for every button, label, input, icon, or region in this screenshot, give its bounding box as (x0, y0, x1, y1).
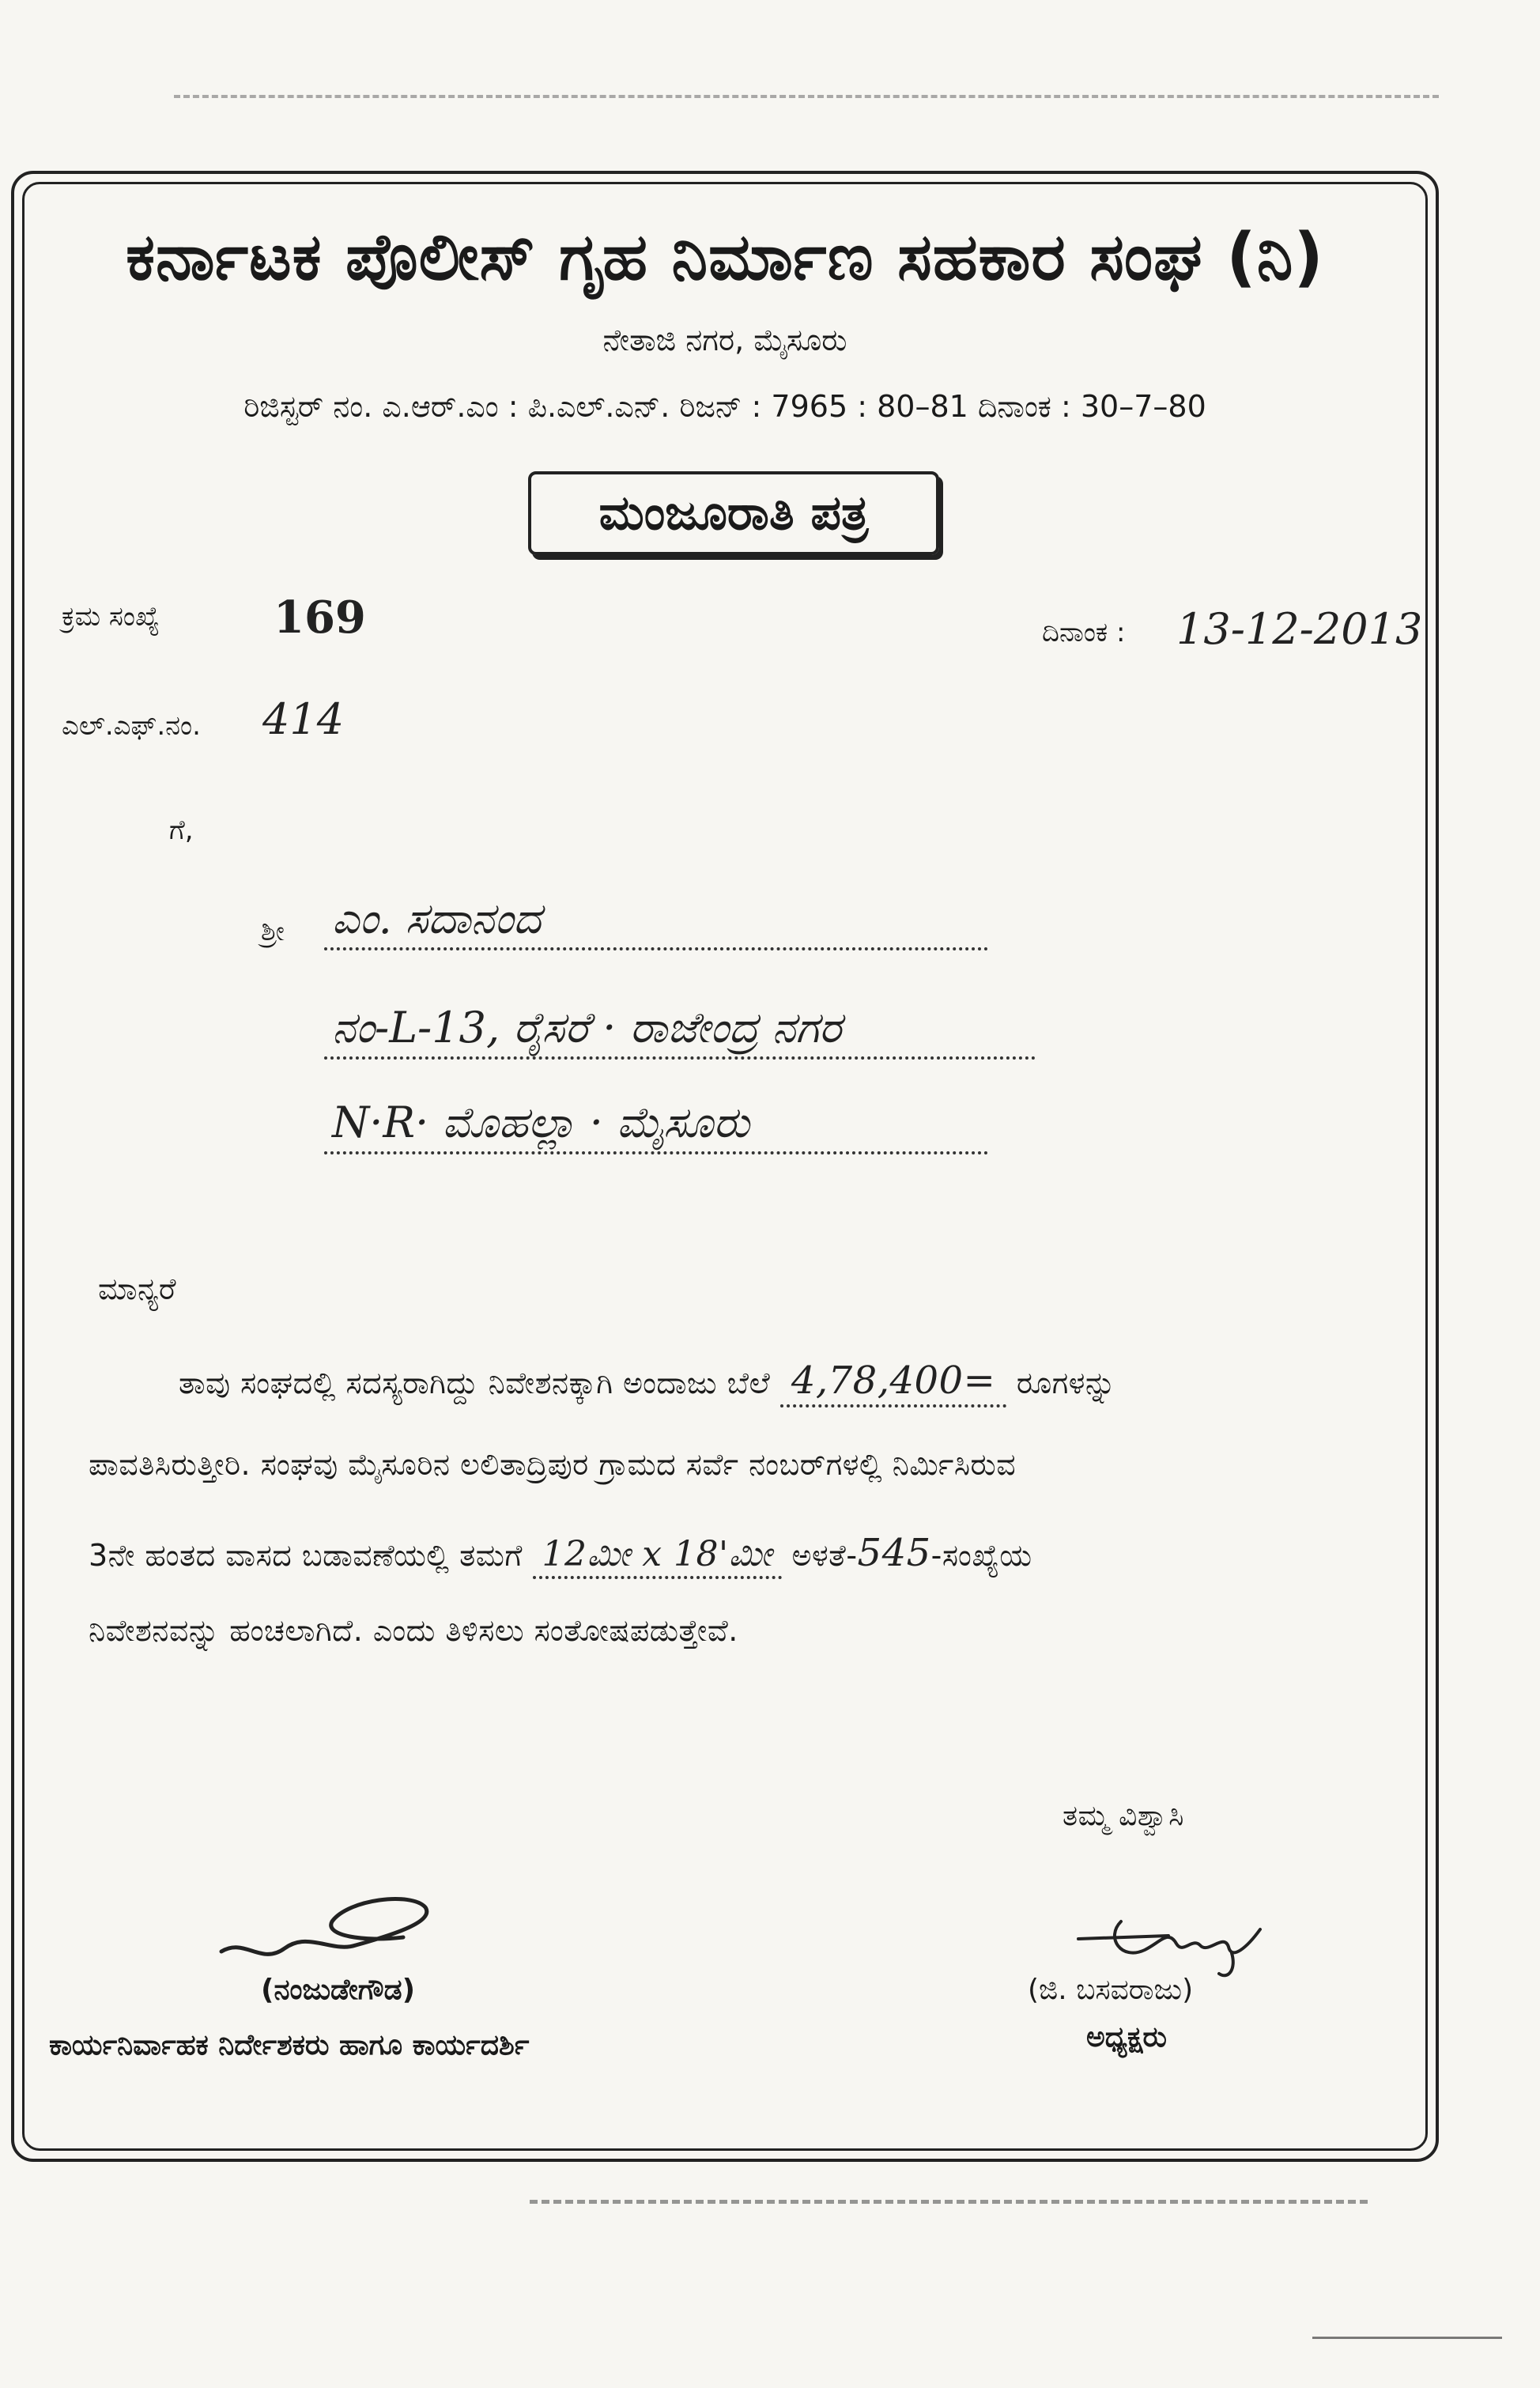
secretary-signature (213, 1890, 451, 1977)
president-name: (ಜಿ. ಬಸವರಾಜು) (1028, 1974, 1194, 2006)
date-value: 13-12-2013 (1176, 604, 1423, 654)
scan-edge-top (174, 95, 1439, 98)
serial-value: 169 (274, 591, 366, 644)
address-line-1-text: ನಂ-L-13, ರೈಸರೆ · ರಾಜೇಂದ್ರ ನಗರ (324, 1003, 1036, 1060)
measurement-label: ಅಳತೆ- (791, 1538, 858, 1573)
addressee-name (324, 894, 988, 950)
site-dimension-value: 12ಮೀ x 18'ಮೀ (533, 1534, 782, 1579)
date-label: ದಿನಾಂಕ : (1042, 617, 1126, 648)
document-title-box (528, 471, 939, 555)
address-line-1 (324, 1003, 1036, 1060)
yours-faithfully: ತಮ್ಮ ವಿಶ್ವಾಸಿ (1063, 1800, 1184, 1832)
serial-label: ಕ್ರಮ ಸಂಖ್ಯೆ (62, 601, 160, 633)
amount-value: 4,78,400= (780, 1358, 1006, 1407)
organization-location: ನೇತಾಜಿ ನಗರ, ಮೈಸೂರು (602, 323, 847, 357)
president-title: ಅಧ್ಯಕ್ಷರು (1086, 2021, 1167, 2054)
addressee-name-text: ಎಂ. ಸದಾನಂದ (324, 894, 988, 950)
honorific: ಶ್ರೀ (261, 916, 285, 947)
lf-value: 414 (262, 694, 345, 744)
paragraph-line-3-start: 3ನೇ ಹಂತದ ವಾಸದ ಬಡಾವಣೆಯಲ್ಲಿ ತಮಗೆ (89, 1538, 523, 1573)
scan-corner-mark (1312, 2337, 1502, 2339)
paragraph-line-1-end: ರೂಗಳನ್ನು (1016, 1366, 1116, 1400)
president-signature (1074, 1898, 1271, 1985)
paragraph-line-2: ಪಾವತಿಸಿರುತ್ತೀರಿ. ಸಂಘವು ಮೈಸೂರಿನ ಲಲಿತಾದ್ರಿಪುರ ಗ್ರಾಮದ ಸರ್ವೆ ನಂಬರ್‌ಗಳಲ್ಲಿ ನಿರ್ಮಿಸಿರುವ (89, 1447, 1017, 1482)
secretary-name: (ನಂಜುಡೇಗೌಡ) (261, 1974, 416, 2006)
paragraph-line-3 (89, 1531, 1032, 1579)
site-number-value: 545 (857, 1531, 931, 1575)
document-title: ಮಂಜೂರಾತಿ ಪತ್ರ (598, 486, 869, 541)
address-line-2 (324, 1098, 988, 1154)
paragraph-line-1-start: ತಾವು ಸಂಘದಲ್ಲಿ ಸದಸ್ಯರಾಗಿದ್ದು ನಿವೇಶನಕ್ಕಾಗಿ ಅಂದಾಜು ಬೆಲೆ (179, 1366, 771, 1400)
lf-label: ಎಲ್.ಎಫ್.ನಂ. (62, 710, 201, 742)
paragraph-line-4: ನಿವೇಶನವನ್ನು ಹಂಚಲಾಗಿದೆ. ಎಂದು ತಿಳಿಸಲು ಸಂತೋಷಪಡುತ್ತೇವೆ. (89, 1613, 738, 1648)
secretary-title: ಕಾರ್ಯನಿರ್ವಾಹಕ ನಿರ್ದೇಶಕರು ಹಾಗೂ ಕಾರ್ಯದರ್ಶಿ (49, 2029, 530, 2061)
paragraph-line-1 (179, 1358, 1116, 1407)
salutation: ಮಾನ್ಯರೆ (98, 1271, 177, 1306)
to-label: ಗೆ, (169, 814, 194, 846)
scan-edge-bottom (530, 2200, 1368, 2204)
address-line-2-text: N·R· ಮೊಹಲ್ಲಾ · ಮೈಸೂರು (324, 1098, 988, 1154)
registration-line: ರಿಜಿಸ್ಟರ್ ನಂ. ಎ.ಆರ್.ಎಂ : ಪಿ.ಎಲ್.ಎನ್. ರಿಜನ್ : 7965 : 80–81 ದಿನಾಂಕ : 30–7–80 (243, 389, 1206, 424)
paragraph-line-3-end: -ಸಂಖ್ಯೆಯ (930, 1538, 1032, 1573)
organization-name: ಕರ್ನಾಟಕ ಪೊಲೀಸ್ ಗೃಹ ನಿರ್ಮಾಣ ಸಹಕಾರ ಸಂಘ (ನಿ) (126, 220, 1324, 295)
